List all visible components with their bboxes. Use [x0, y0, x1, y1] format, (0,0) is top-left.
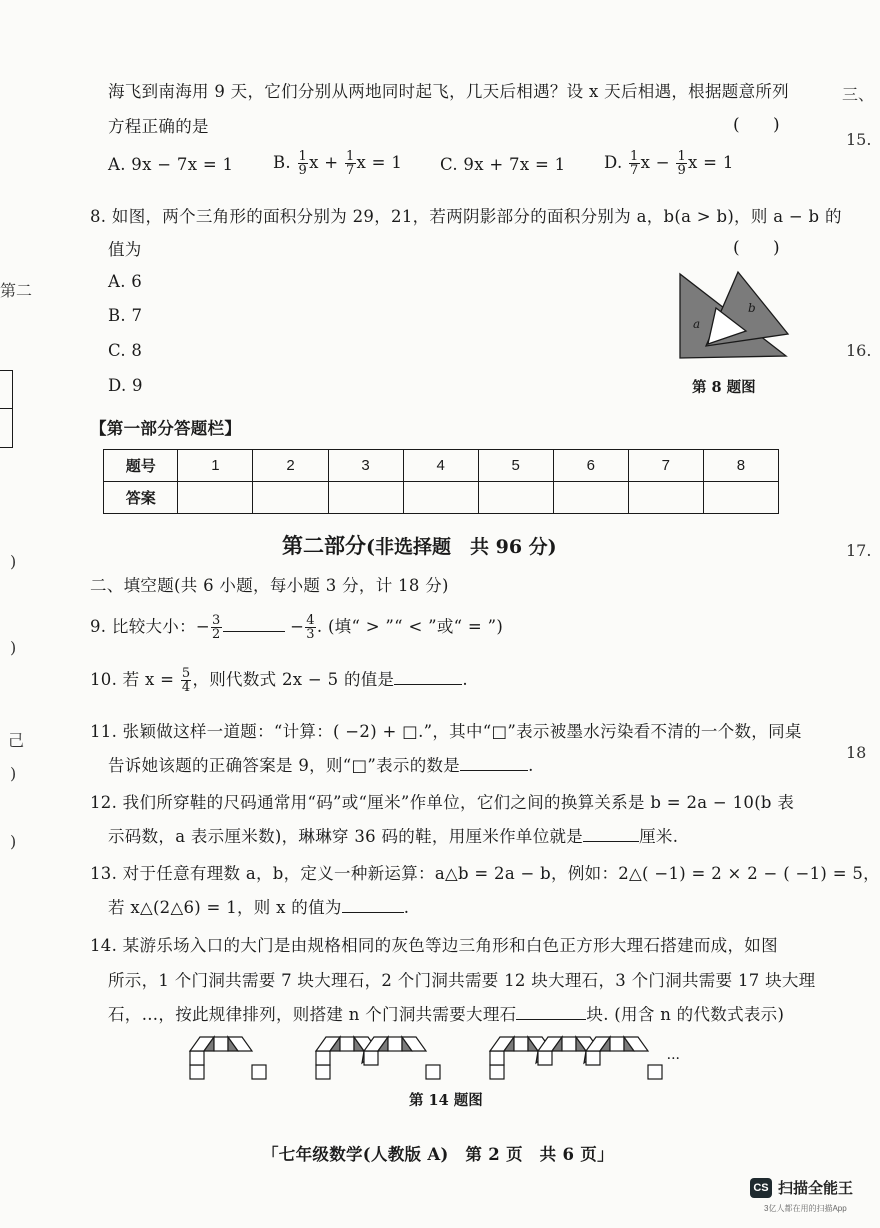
- question-number-cell: 3: [328, 450, 403, 482]
- left-margin-paren: ): [10, 832, 17, 851]
- gate-pillar-square: [648, 1065, 662, 1079]
- q13-line1: 13. 对于任意有理数 a，b，定义一种新运算：a△b = 2a − b，例如：2△( −1) = 2 × 2 − ( −1) = 5，: [90, 864, 880, 883]
- q8-triangles-figure: [676, 270, 792, 362]
- q8-line2: 值为: [108, 240, 142, 259]
- table-row: [104, 482, 779, 514]
- arch-side-square: [190, 1051, 204, 1065]
- answer-cell[interactable]: [403, 482, 478, 514]
- right-margin-q15: 15.: [846, 130, 872, 149]
- q14-gates-figure: [186, 1033, 686, 1085]
- shade-label-a: a: [693, 317, 701, 331]
- row-header-answer: 答案: [104, 482, 178, 514]
- question-number-cell: 2: [253, 450, 328, 482]
- q9-answer-blank[interactable]: [223, 631, 285, 632]
- page-footer: 「七年级数学(人教版 A) 第 2 页 共 6 页」: [262, 1145, 614, 1164]
- q10-post: ，则代数式 2x − 5 的值是: [192, 670, 395, 689]
- q14-figure-ellipsis: ···: [666, 1051, 680, 1067]
- watermark-brand: 扫描全能王: [778, 1180, 854, 1197]
- left-margin-text: 第二: [0, 281, 33, 300]
- right-margin-section: 三、: [842, 85, 875, 104]
- part2-title: [282, 530, 557, 560]
- fraction: $\frac{1}{9}$: [677, 149, 687, 178]
- q11-line2-text: 告诉她该题的正确答案是 9，则“□”表示的数是: [108, 756, 461, 775]
- watermark-tagline: 3亿人都在用的扫描App: [764, 1204, 847, 1213]
- q12-answer-blank[interactable]: [583, 841, 639, 842]
- q10-answer-blank[interactable]: [394, 684, 462, 685]
- q8-answer-paren: ( ): [733, 238, 794, 258]
- q14-answer-blank[interactable]: [516, 1019, 586, 1020]
- answer-cell[interactable]: [328, 482, 403, 514]
- q7-line2: 方程正确的是: [108, 117, 209, 136]
- q12-line2: [108, 823, 678, 847]
- fraction: $\frac{1}{7}$: [630, 149, 639, 178]
- gate-pillar-square: [490, 1065, 504, 1079]
- q13-line2-text: 若 x△(2△6) = 1，则 x 的值为: [108, 898, 342, 917]
- q10: [90, 666, 468, 694]
- answer-cell[interactable]: [703, 482, 778, 514]
- row-header-number: 题号: [104, 450, 178, 482]
- answer-cell[interactable]: [553, 482, 628, 514]
- q7-line1: 海飞到南海用 9 天，它们分别从两地同时起飞，几天后相遇？设 x 天后相遇，根据题意所列: [108, 82, 789, 101]
- left-margin-box: [0, 370, 13, 448]
- q9-post: . (填“ > ”“ < ”或“ = ”): [316, 617, 504, 636]
- fraction: $\frac{4}{3}$: [306, 613, 315, 642]
- q7-option-d-post: x = 1: [688, 153, 734, 172]
- right-margin-q17: 17.: [846, 541, 872, 560]
- question-number-cell: 7: [628, 450, 703, 482]
- fraction: $\frac{3}{2}$: [212, 613, 221, 642]
- q9-mid: −: [290, 617, 305, 636]
- answer-sheet-table: [103, 449, 779, 514]
- q8-option-b: B. 7: [108, 306, 143, 325]
- q7-option-c: C. 9x + 7x = 1: [440, 155, 566, 174]
- shade-label-b: b: [748, 301, 756, 315]
- q12-line1: 12. 我们所穿鞋的尺码通常用“码”或“厘米”作单位，它们之间的换算关系是 b = 2a − 10(b 表: [90, 793, 795, 812]
- q8-option-c: C. 8: [108, 341, 143, 360]
- left-margin-paren: ): [10, 552, 17, 571]
- q7-option-d: [604, 150, 734, 177]
- q7-option-a: A. 9x − 7x = 1: [108, 155, 234, 174]
- arch-side-square: [490, 1051, 504, 1065]
- q7-answer-paren: ( ): [733, 115, 794, 135]
- right-margin-q18: 18: [846, 743, 867, 762]
- q14-line3: [108, 1001, 784, 1025]
- arch-top-square: [514, 1037, 528, 1051]
- part2-title-main: 第二部分: [282, 533, 366, 558]
- q9-pre: 9. 比较大小：−: [90, 617, 211, 636]
- right-margin-q16: 16.: [846, 341, 872, 360]
- question-number-cell: 5: [478, 450, 553, 482]
- table-row: [104, 450, 779, 482]
- left-margin-paren: ): [10, 638, 17, 657]
- q7-option-b-label: B.: [273, 153, 291, 172]
- arch-top-square: [214, 1037, 228, 1051]
- question-number-cell: 1: [178, 450, 253, 482]
- q14-figure-caption: 第 14 题图: [409, 1092, 483, 1109]
- gate-pillar-square: [426, 1065, 440, 1079]
- answer-cell[interactable]: [253, 482, 328, 514]
- fraction: $\frac{1}{9}$: [298, 149, 308, 178]
- arch-top-square: [388, 1037, 402, 1051]
- q7-option-d-label: D.: [604, 153, 623, 172]
- q13-answer-blank[interactable]: [342, 912, 404, 913]
- scanner-watermark: [750, 1177, 853, 1198]
- q12-line2-text: 示码数，a 表示厘米数)，琳琳穿 36 码的鞋，用厘米作单位就是: [108, 827, 584, 846]
- answer-cell[interactable]: [628, 482, 703, 514]
- cs-logo-icon: CS: [750, 1178, 772, 1198]
- q12-end: 厘米.: [639, 827, 679, 846]
- q10-end: .: [462, 670, 468, 689]
- q13-end: .: [403, 898, 410, 917]
- q11-line2: [108, 752, 534, 776]
- q13-line2: [108, 894, 409, 918]
- question-number-cell: 6: [553, 450, 628, 482]
- gate-pattern: [190, 1037, 662, 1079]
- q9: [90, 613, 503, 641]
- arch-side-square: [316, 1051, 330, 1065]
- q7-option-b-post: x = 1: [356, 153, 403, 172]
- q7-option-d-mid: x −: [640, 153, 670, 172]
- fraction: $\frac{1}{7}$: [345, 149, 355, 178]
- left-margin-paren: ): [10, 764, 17, 783]
- q11-line1: 11. 张颖做这样一道题：“计算：( −2) + □.”，其中“□”表示被墨水污染看不清的一个数，同桌: [90, 722, 802, 741]
- q14-line3-text: 石，…，按此规律排列，则搭建 n 个门洞共需要大理石: [108, 1005, 517, 1024]
- section2-heading: 二、填空题(共 6 小题，每小题 3 分，计 18 分): [90, 576, 449, 595]
- q14-line1: 14. 某游乐场入口的大门是由规格相同的灰色等边三角形和白色正方形大理石搭建而成，如图: [90, 936, 778, 955]
- q8-option-d: D. 9: [108, 376, 143, 395]
- gate-pillar-square: [316, 1065, 330, 1079]
- arch-side-square: [538, 1051, 552, 1065]
- answer-sheet-title: 【第一部分答题栏】: [90, 419, 242, 438]
- answer-cell[interactable]: [178, 482, 253, 514]
- arch-side-square: [586, 1051, 600, 1065]
- q14-end: 块. (用含 n 的代数式表示): [586, 1005, 785, 1024]
- arch-top-square: [340, 1037, 354, 1051]
- answer-cell[interactable]: [478, 482, 553, 514]
- q8-option-a: A. 6: [108, 272, 143, 291]
- q10-pre: 10. 若 x =: [90, 670, 175, 689]
- q14-line2: 所示，1 个门洞共需要 7 块大理石，2 个门洞共需要 12 块大理石，3 个门洞共需要 17 块大理: [108, 971, 816, 990]
- q8-figure-caption: 第 8 题图: [692, 379, 756, 396]
- gate-pillar-square: [252, 1065, 266, 1079]
- part2-title-sub: (非选择题 共 96 分): [366, 536, 557, 558]
- q7-option-b-mid: x +: [309, 153, 339, 172]
- gate-pillar-square: [190, 1065, 204, 1079]
- arch-top-square: [610, 1037, 624, 1051]
- arch-top-square: [562, 1037, 576, 1051]
- left-margin-char: 己: [8, 731, 25, 750]
- question-number-cell: 4: [403, 450, 478, 482]
- arch-side-square: [364, 1051, 378, 1065]
- question-number-cell: 8: [703, 450, 778, 482]
- q11-answer-blank[interactable]: [460, 770, 528, 771]
- q8-line1: 8. 如图，两个三角形的面积分别为 29，21，若两阴影部分的面积分别为 a，b(a > b)，则 a − b 的: [90, 207, 842, 226]
- q7-option-b: [273, 150, 402, 177]
- q11-end: .: [528, 756, 534, 775]
- fraction: $\frac{5}{4}$: [181, 666, 191, 695]
